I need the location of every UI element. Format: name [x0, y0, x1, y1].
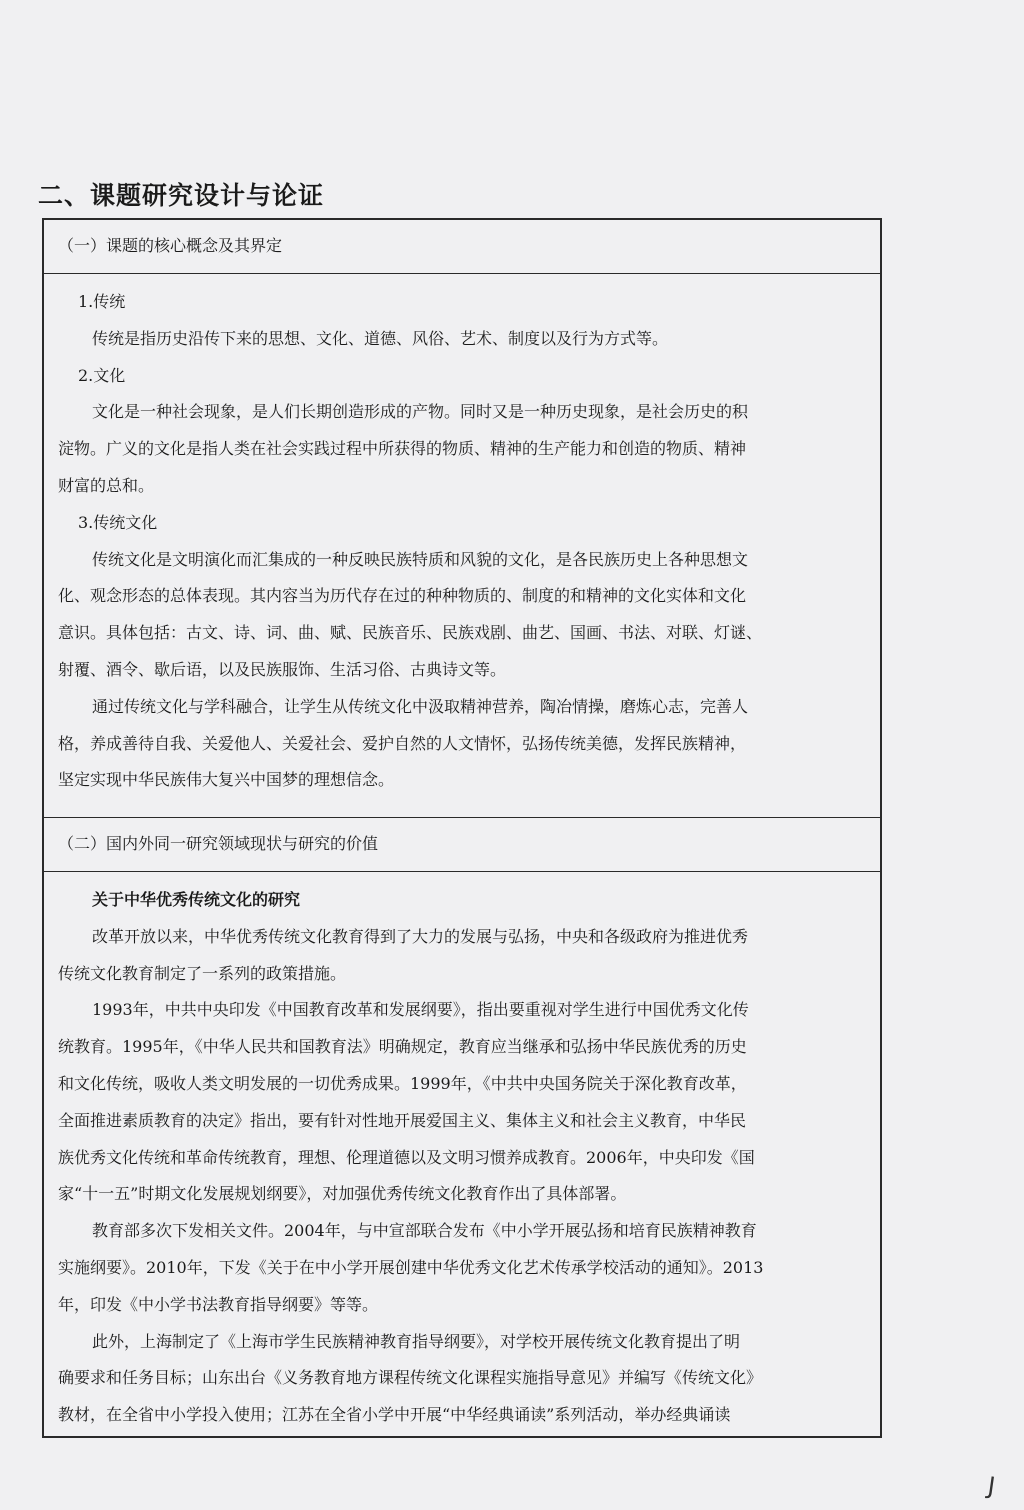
section-2-body [44, 872, 880, 1436]
text-line: 改革开放以来，中华优秀传统文化教育得到了大力的发展与弘扬，中央和各级政府为推进优秀 [92, 926, 749, 946]
section-title: 二、课题研究设计与论证 [38, 181, 325, 210]
text-line: 1993年，中共中央印发《中国教育改革和发展纲要》，指出要重视对学生进行中国优秀文化传 [92, 1000, 749, 1020]
text-line: 此外，上海制定了《上海市学生民族精神教育指导纲要》，对学校开展传统文化教育提出了明 [92, 1331, 741, 1351]
text-line: 家“十一五”时期文化发展规划纲要》，对加强优秀传统文化教育作出了具体部署。 [58, 1184, 627, 1204]
text-line: 教材，在全省中小学投入使用；江苏在全省小学中开展“中华经典诵读”系列活动，举办经典诵读 [58, 1405, 731, 1425]
handwritten-page-mark: J [986, 1471, 997, 1501]
text-line: 财富的总和。 [58, 475, 155, 495]
text-line: 坚定实现中华民族伟大复兴中国梦的理想信念。 [58, 770, 395, 790]
text-line: 统教育。1995年，《中华人民共和国教育法》明确规定，教育应当继承和弘扬中华民族优秀的历史 [58, 1037, 747, 1057]
text-line: 化、观念形态的总体表现。其内容当为历代存在过的种种物质的、制度的和精神的文化实体和文化 [58, 586, 747, 606]
text-line: 1.传统 [78, 292, 126, 311]
text-line: 教育部多次下发相关文件。2004年，与中宣部联合发布《中小学开展弘扬和培育民族精神教育 [92, 1221, 757, 1241]
text-line: 年，印发《中小学书法教育指导纲要》等等。 [58, 1294, 379, 1314]
section-1-body [44, 274, 880, 818]
text-line: 全面推进素质教育的决定》指出，要有针对性地开展爱国主义、集体主义和社会主义教育，中华民 [58, 1110, 747, 1130]
text-line: 传统文化教育制定了一系列的政策措施。 [58, 963, 347, 983]
text-line: 3.传统文化 [78, 512, 158, 532]
text-line: 通过传统文化与学科融合，让学生从传统文化中汲取精神营养，陶冶情操，磨炼心志，完善人 [92, 696, 749, 716]
text-line: 淀物。广义的文化是指人类在社会实践过程中所获得的物质、精神的生产能力和创造的物质、精神 [58, 439, 747, 459]
text-line: 确要求和任务目标；山东出台《义务教育地方课程传统文化课程实施指导意见》并编写《传统文化》 [58, 1368, 763, 1388]
text-line: 文化是一种社会现象，是人们长期创造形成的产物。同时又是一种历史现象，是社会历史的积 [92, 402, 749, 422]
section-2-heading: （二）国内外同一研究领域现状与研究的价值 [44, 818, 880, 872]
text-line: 传统是指历史沿传下来的思想、文化、道德、风俗、艺术、制度以及行为方式等。 [92, 328, 669, 348]
text-line: 意识。具体包括：古文、诗、词、曲、赋、民族音乐、民族戏剧、曲艺、国画、书法、对联、灯谜、 [58, 623, 763, 643]
text-line: 关于中华优秀传统文化的研究 [92, 890, 301, 909]
text-line: 实施纲要》。2010年，下发《关于在中小学开展创建中华优秀文化艺术传承学校活动的通知》。2013 [58, 1257, 764, 1277]
text-line: 射覆、酒令、歇后语，以及民族服饰、生活习俗、古典诗文等。 [58, 659, 507, 679]
text-line: 格，养成善待自我、关爱他人、关爱社会、爱护自然的人文情怀，弘扬传统美德，发挥民族精神， [58, 733, 747, 753]
text-line: 2.文化 [78, 365, 126, 385]
text-line: 传统文化是文明演化而汇集成的一种反映民族特质和风貌的文化，是各民族历史上各种思想文 [92, 549, 749, 569]
text-line: 族优秀文化传统和革命传统教育，理想、伦理道德以及文明习惯养成教育。2006年，中央印发《国 [58, 1147, 755, 1167]
proposal-table [42, 218, 882, 1438]
section-1-heading: （一）课题的核心概念及其界定 [44, 220, 880, 274]
text-line: 和文化传统，吸收人类文明发展的一切优秀成果。1999年，《中共中央国务院关于深化教育改革， [58, 1073, 747, 1093]
